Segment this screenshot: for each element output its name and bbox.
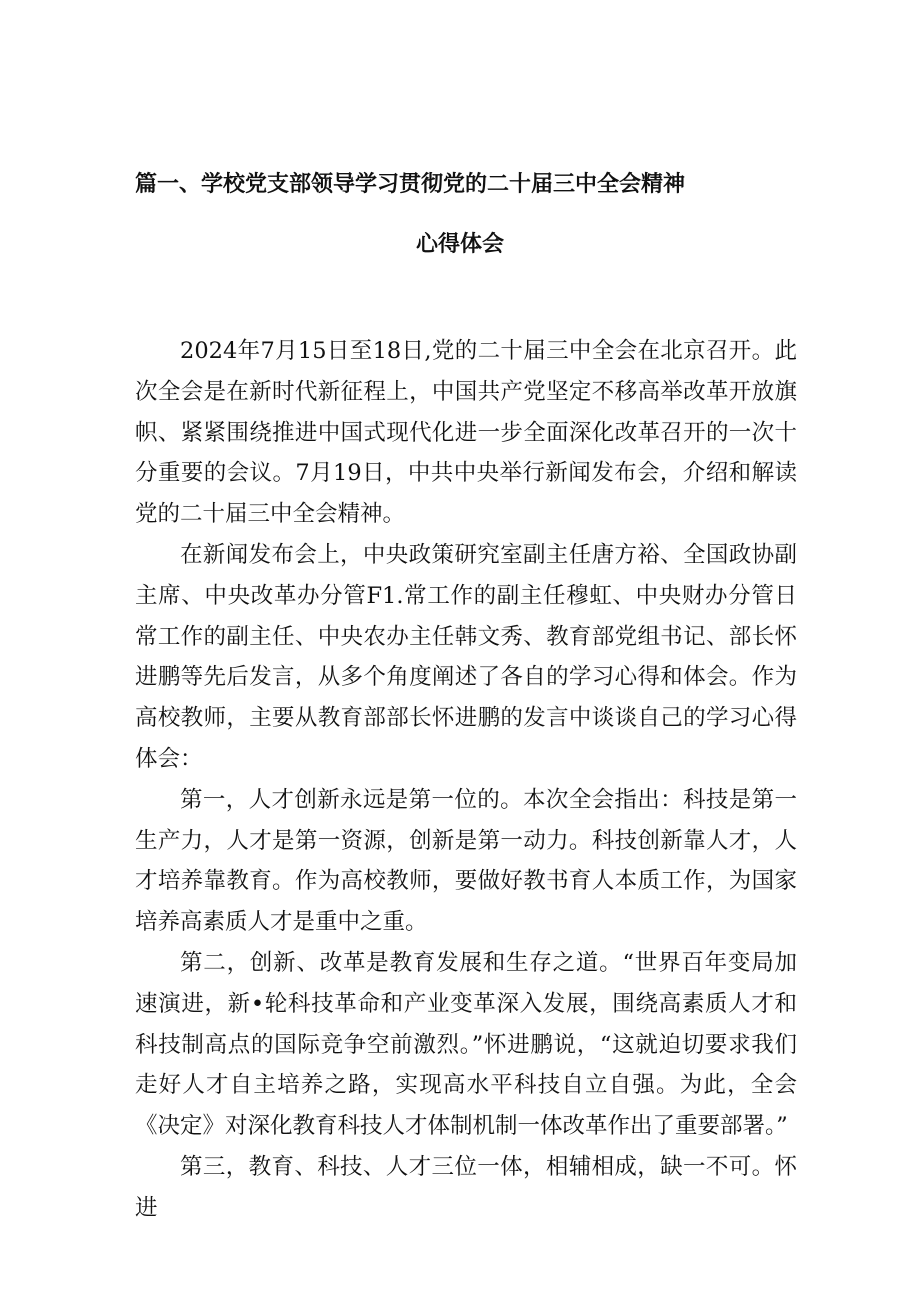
document-body [135, 331, 797, 1229]
document-title: 篇一、学校党支部领导学习贯彻党的二十届三中全会精神 [135, 172, 686, 197]
document-subtitle: 心得体会 [415, 232, 504, 257]
paragraph-4: 第二，创新、改革是教育发展和生存之道。“世界百年变局加速演进，新•轮科技革命和产业变革深入发展，围绕高素质人才和科技制高点的国际竞争空前激烈。”怀进鹏说，“这就迫切要求我们走好人才自主培养之路，实现高水平科技自立自强。为此，全会《决定》对深化教育科技人才体制机制一体改革作出了重要部署。” [135, 949, 797, 1140]
paragraph-3: 第一，人才创新永远是第一位的。本次全会指出：科技是第一生产力，人才是第一资源，创新是第一动力。科技创新靠人才，人才培养靠教育。作为高校教师，要做好教书育人本质工作，为国家培养高素质人才是重中之重。 [135, 786, 797, 936]
paragraph-2: 在新闻发布会上，中央政策研究室副主任唐方裕、全国政协副主席、中央改革办分管F1.常工作的副主任穆虹、中央财办分管日常工作的副主任、中央农办主任韩文秀、教育部党组书记、部长怀进鹏等先后发言，从多个角度阐述了各自的学习心得和体会。作为高校教师，主要从教育部部长怀进鹏的发言中谈谈自己的学习心得体会： [135, 541, 797, 772]
paragraph-5: 第三，教育、科技、人才三位一体，相辅相成，缺一不可。怀进 [135, 1153, 797, 1221]
paragraph-1: 2024年7月15日至18日,党的二十届三中全会在北京召开。此次全会是在新时代新征程上，中国共产党坚定不移高举改革开放旗帜、紧紧围绕推进中国式现代化进一步全面深化改革召开的一次十分重要的会议。7月19日，中共中央举行新闻发布会，介绍和解读党的二十届三中全会精神。 [135, 338, 797, 528]
